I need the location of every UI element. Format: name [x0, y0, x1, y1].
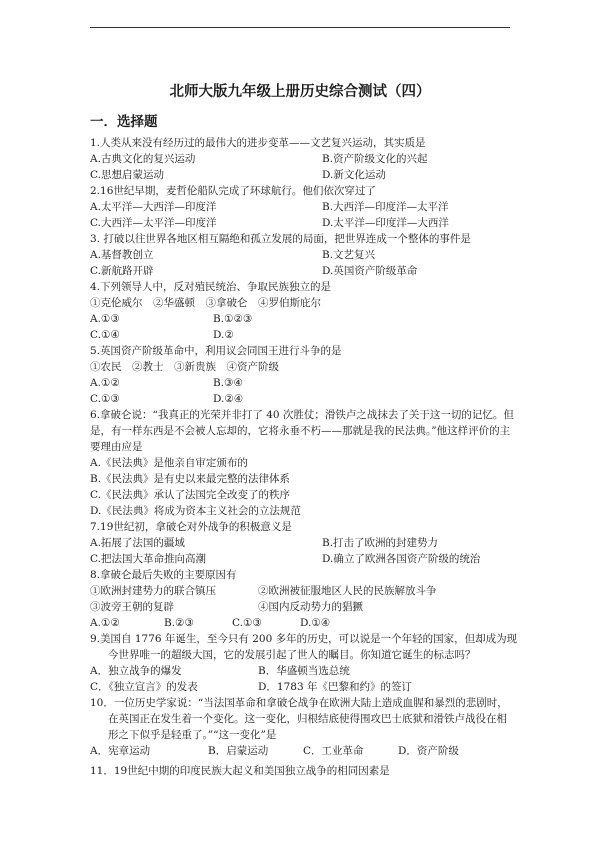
question-8-item-2: ②欧洲被征服地区人民的民族解放斗争 — [258, 585, 437, 597]
question-3-stem: 3. 打破以往世界各地区相互隔绝和孤立发展的局面，把世界连成一个整体的事件是 — [90, 233, 471, 245]
question-10-stem-line-3: 形之下似乎是轻重了。”“这一变化”是 — [108, 729, 277, 741]
header-rule — [90, 27, 510, 28]
question-2-option-c: C.大西洋—太平洋—印度洋 — [90, 217, 217, 229]
question-2-option-a: A.太平洋—大西洋—印度洋 — [90, 201, 217, 213]
question-5-option-b: B.③④ — [213, 377, 243, 389]
question-7-option-b: B.打击了欧洲的封建势力 — [322, 537, 439, 549]
question-6-stem-line-3: 要理由应是 — [90, 441, 143, 453]
question-6-stem-line-2: 是，有一样东西是不会被人忘却的，它将永垂不朽——那就是我的民法典。”他这样评价的主 — [90, 425, 511, 437]
question-3-option-c: C.新航路开辟 — [90, 265, 154, 277]
question-7-option-a: A.拓展了法国的疆域 — [90, 537, 185, 549]
question-7-option-c: C.把法国大革命推向高潮 — [90, 553, 206, 565]
document-title: 北师大版九年级上册历史综合测试（四） — [169, 83, 431, 100]
question-6-stem-line-1: 6.拿破仑说：“我真正的光荣并非打了 40 次胜仗；滑铁卢之战抹去了关于这一切的记忆。但 — [90, 409, 514, 421]
question-2-stem: 2.16世纪早期，麦哲伦船队完成了环球航行。他们依次穿过了 — [90, 185, 376, 197]
question-10-option-a: A．宪章运动 — [90, 745, 151, 757]
question-3-option-b: B.文艺复兴 — [322, 249, 376, 261]
question-10-option-d: D．资产阶级 — [398, 745, 459, 757]
question-3-option-d: D.英国资产阶级革命 — [322, 265, 418, 277]
question-8-item-4: ④国内反动势力的猖獗 — [258, 601, 363, 613]
section-heading: 一．选择题 — [90, 114, 158, 130]
question-9-stem-line-2: 今世界唯一的超级大国，它的发展引起了世人的瞩目。你知道它诞生的标志吗？ — [108, 649, 476, 661]
question-11-stem: 11．19世纪中期的印度民族大起义和美国独立战争的相同因素是 — [90, 765, 390, 777]
question-10-option-c: C．工业革命 — [303, 745, 364, 757]
question-9-option-b: B．华盛顿当选总统 — [258, 665, 350, 677]
question-8-item-3: ③波旁王朝的复辟 — [90, 601, 174, 613]
question-1-option-b: B.资产阶级文化的兴起 — [322, 153, 428, 165]
question-1-option-c: C.思想启蒙运动 — [90, 169, 164, 181]
question-4-items: ①克伦威尔 ②华盛顿 ③拿破仑 ④罗伯斯庇尔 — [90, 297, 321, 309]
question-3-option-a: A.基督教创立 — [90, 249, 154, 261]
question-4-stem: 4.下列领导人中，反对殖民统治、争取民族独立的是 — [90, 281, 332, 293]
question-6-option-b: B.《民法典》是有史以来最完整的法律体系 — [90, 473, 291, 485]
question-2-option-b: B.大西洋—印度洋—太平洋 — [322, 201, 449, 213]
question-10-stem-line-1: 10．一位历史学家说：“当法国革命和拿破仑战争在欧洲大陆上造成血腥和暴烈的悲剧时， — [90, 697, 508, 709]
question-9-option-d: D．1783 年《巴黎和约》的签订 — [258, 681, 412, 693]
question-8-option-c: C.①③ — [232, 617, 262, 629]
question-5-option-a: A.①② — [90, 377, 120, 389]
question-4-option-c: C.①④ — [90, 329, 120, 341]
question-1-option-a: A.古典文化的复兴运动 — [90, 153, 196, 165]
question-6-option-c: C.《民法典》承认了法国完全改变了的秩序 — [90, 489, 290, 501]
question-6-option-a: A.《民法典》是他亲自审定颁布的 — [90, 457, 248, 469]
question-8-option-d: D.①④ — [300, 617, 331, 629]
question-8-stem: 8.拿破仑最后失败的主要原因有 — [90, 569, 237, 581]
question-7-stem: 7.19世纪初，拿破仑对外战争的积极意义是 — [90, 521, 292, 533]
question-8-option-b: B.②③ — [164, 617, 194, 629]
question-8-option-a: A.①② — [90, 617, 120, 629]
question-1-stem: 1.人类从来没有经历过的最伟大的进步变革——文艺复兴运动，其实质是 — [90, 137, 426, 149]
question-7-option-d: D.确立了欧洲各国资产阶级的统治 — [322, 553, 481, 565]
question-5-items: ①农民 ②教士 ③新贵族 ④资产阶级 — [90, 361, 279, 373]
question-10-option-b: B．启蒙运动 — [208, 745, 269, 757]
question-9-stem-line-1: 9.美国自 1776 年诞生，至今只有 200 多年的历史，可以说是一个年轻的国家，但却成为现 — [90, 633, 518, 645]
question-5-option-c: C.①③ — [90, 393, 120, 405]
question-4-option-d: D.② — [213, 329, 234, 341]
question-5-option-d: D.②④ — [213, 393, 244, 405]
question-2-option-d: D.太平洋—印度洋—大西洋 — [322, 217, 449, 229]
question-10-stem-line-2: 在英国正在发生着一个变化。这一变化，归根结底使得围攻巴士底狱和滑铁卢战役在相 — [108, 713, 507, 725]
question-8-item-1: ①欧洲封建势力的联合镇压 — [90, 585, 216, 597]
question-5-stem: 5.英国资产阶级革命中，利用议会同国王进行斗争的是 — [90, 345, 342, 357]
question-4-option-b: B.①②③ — [213, 313, 253, 325]
question-4-option-a: A.①③ — [90, 313, 120, 325]
question-1-option-d: D.新文化运动 — [322, 169, 386, 181]
question-9-option-c: C．《独立宣言》的发表 — [90, 681, 198, 693]
question-9-option-a: A．独立战争的爆发 — [90, 665, 182, 677]
question-6-option-d: D.《民法典》将成为资本主义社会的立法规范 — [90, 505, 301, 517]
